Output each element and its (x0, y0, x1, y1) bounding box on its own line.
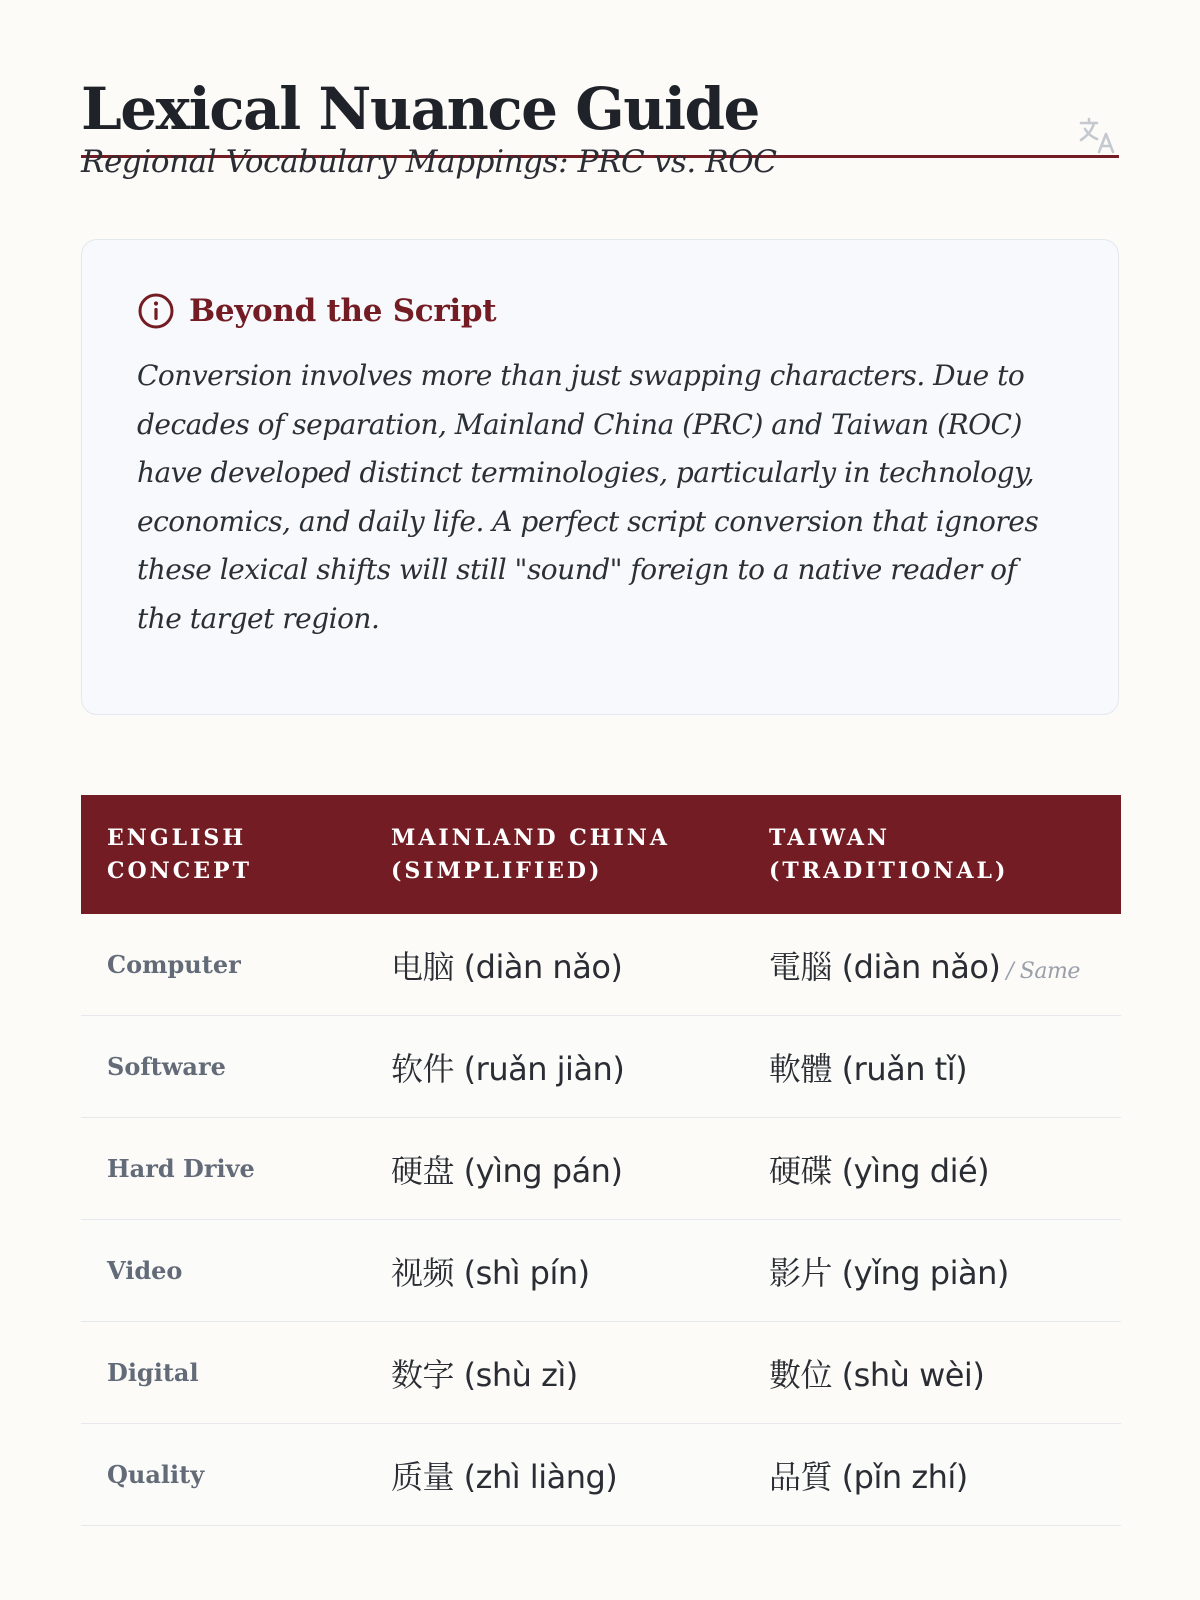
column-header-mainland (365, 795, 743, 914)
concept-cell: Computer (81, 914, 365, 1016)
mainland-term-cell: 软件 (ruǎn jiàn) (365, 1016, 743, 1118)
concept-cell: Software (81, 1016, 365, 1118)
column-header-taiwan (743, 795, 1121, 914)
taiwan-term-cell: 品質 (pǐn zhí) (743, 1424, 1121, 1526)
concept-cell: Video (81, 1220, 365, 1322)
column-header-line: CONCEPT (107, 857, 252, 884)
info-circle-icon (137, 292, 175, 330)
taiwan-term-cell: 影片 (yǐng piàn) (743, 1220, 1121, 1322)
table-body (81, 914, 1121, 1526)
same-note: / Same (1006, 958, 1080, 984)
taiwan-term-cell: 硬碟 (yìng dié) (743, 1118, 1121, 1220)
taiwan-term-cell: 軟體 (ruǎn tǐ) (743, 1016, 1121, 1118)
page-subtitle: Regional Vocabulary Mappings: PRC vs. ROC (81, 143, 777, 180)
table-header (81, 795, 1121, 914)
concept-cell: Hard Drive (81, 1118, 365, 1220)
column-header-line: MAINLAND CHINA (391, 824, 670, 851)
table-header-row (81, 795, 1121, 914)
page-header (81, 0, 1119, 180)
mainland-term-cell: 硬盘 (yìng pán) (365, 1118, 743, 1220)
table-row (81, 1016, 1121, 1118)
mainland-term-cell: 数字 (shù zì) (365, 1322, 743, 1424)
info-card-header (137, 292, 1064, 330)
info-card (81, 239, 1119, 715)
table-row (81, 914, 1121, 1016)
mainland-term-cell: 电脑 (diàn nǎo) (365, 914, 743, 1016)
info-card-title: Beyond the Script (189, 293, 497, 329)
concept-cell: Digital (81, 1322, 365, 1424)
column-header-line: ENGLISH (107, 824, 247, 851)
vocabulary-table (81, 795, 1121, 1526)
page-title: Lexical Nuance Guide (81, 75, 759, 143)
taiwan-term: 電腦 (diàn nǎo) (769, 947, 1001, 986)
column-header-english (81, 795, 365, 914)
taiwan-term-cell (743, 914, 1121, 1016)
table-row (81, 1322, 1121, 1424)
column-header-line: TAIWAN (769, 824, 891, 851)
column-header-line: (SIMPLIFIED) (391, 857, 603, 884)
translate-icon[interactable] (1077, 114, 1119, 156)
info-card-body: Conversion involves more than just swapping characters. Due to decades of separation, Mainland China (PRC) and Taiwan (ROC) have developed distinct terminologies, particularly in technology, economics, and daily life. A perfect script conversion that ignores these lexical shifts will still "sound" foreign to a native reader of the target region. (137, 359, 1039, 635)
table-row (81, 1424, 1121, 1526)
mainland-term-cell: 质量 (zhì liàng) (365, 1424, 743, 1526)
table-row (81, 1220, 1121, 1322)
table-row (81, 1118, 1121, 1220)
mainland-term-cell: 视频 (shì pín) (365, 1220, 743, 1322)
concept-cell: Quality (81, 1424, 365, 1526)
column-header-line: (TRADITIONAL) (769, 857, 1009, 884)
taiwan-term-cell: 數位 (shù wèi) (743, 1322, 1121, 1424)
